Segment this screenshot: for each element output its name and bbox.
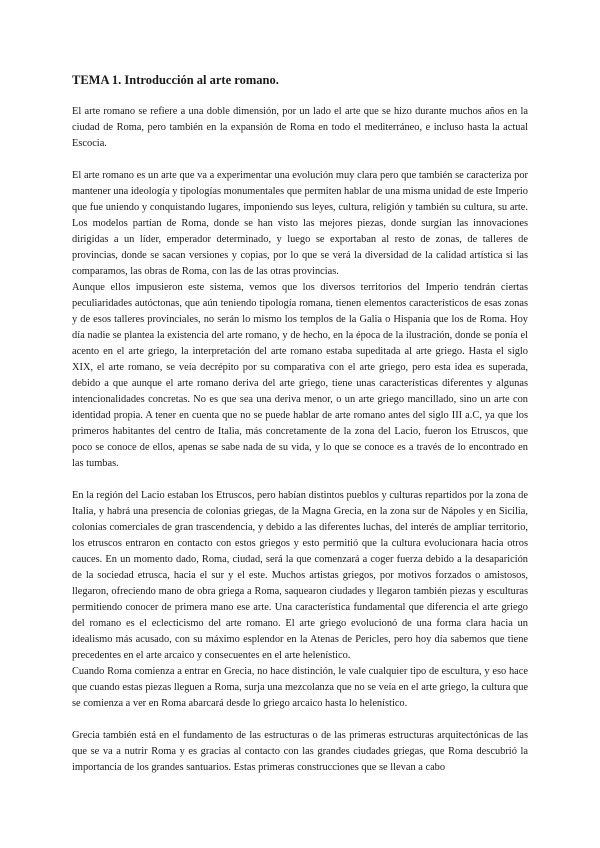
paragraph-spacer: [72, 152, 528, 168]
paragraph-spacer: [72, 472, 528, 488]
paragraph-arquitectura: Grecia también está en el fundamento de las estructuras o de las primeras estructuras arquitectónicas de las que se va a nutrir Roma y es gracias al contacto con las grandes ciudades griegas, que Roma descubrió la importancia de los grandes santuarios. Estas primeras construcciones que se llevan a cabo: [72, 730, 528, 773]
document-page: [72, 72, 528, 776]
paragraph-evolution: El arte romano es un arte que va a experimentar una evolución muy clara pero que también se caracteriza por mantener una ideología y tipologías monumentales que permiten hablar de una misma unidad de este Imperio que fue uniendo y conquistando lugares, imponiendo sus leyes, cultura, religión y también su cultura, su arte. Los modelos partían de Roma, donde se han visto las mejores piezas, donde surgían las innovaciones dirigidas a un líder, emperador determinado, y luego se exportaban al resto de zonas, de talleres de provincias, donde se sacan versiones y copias, por lo que se verá la diversidad de la calidad artística si las comparamos, las obras de Roma, con las de las otras provincias.: [72, 170, 528, 277]
paragraph-lacio: En la región del Lacio estaban los Etruscos, pero habían distintos pueblos y culturas repartidos por la zona de Italia, y habrá una presencia de colonias griegas, de la Magna Grecia, en la zona sur de Nápoles y en Sicilia, colonias comerciales de gran trascendencia, y debido a las diferentes luchas, del interés de ampliar territorio, los etruscos entraron en contacto con estos griegos y esto permitió que la cultura evolucionara hacia otros cauces. En un momento dado, Roma, ciudad, será la que comenzará a coger fuerza debido a la desaparición de la sociedad etrusca, hacia el sur y el este. Muchos artistas griegos, por motivos forzados o amistosos, llegaron, ofreciendo mano de obra griega a Roma, saquearon ciudades y llegaron también piezas y esculturas permitiendo conocer de primera mano ese arte. Una característica fundamental que diferencia el arte griego del romano es el eclecticismo del arte romano. El arte griego evolucionó de una forma clara hacia un idealismo más acusado, con su máximo esplendor en la Atenas de Pericles, pero hoy día sabemos que tiene precedentes en el arte arcaico y consecuentes en el arte helenístico.: [72, 490, 528, 661]
document-title: TEMA 1. Introducción al arte romano.: [72, 73, 279, 87]
paragraph-provincial: Aunque ellos impusieron este sistema, vemos que los diversos territorios del Imperio tendrán ciertas peculiaridades autóctonas, que aún teniendo tipología romana, tienen elementos característicos de esas zonas y de esos talleres provinciales, no serán lo mismo los templos de la Galia o Hispania que los de Roma. Hoy día nadie se plantea la existencia del arte romano, y de hecho, en la época de la ilustración, donde se ponía el acento en el arte griego, la interpretación del arte romano estaba supeditada al arte griego. Hasta el siglo XIX, el arte romano, se veía decrépito por su comparativa con el arte griego, pero esta idea es superada, debido a que aunque el arte romano deriva del arte griego, tiene unas características diferentes y algunas intencionalidades concretas. No es que sea una deriva menor, o un arte griego mancillado, sino un arte con identidad propia. A tener en cuenta que no se puede hablar de arte romano antes del siglo III a.C, ya que los primeros habitantes del centro de Italia, más concretamente de la zona del Lacio, fueron los Etruscos, que poco se conoce de ellos, apenas se sabe nada de su vida, y lo que se conoce es a través de lo encontrado en las tumbas.: [72, 282, 528, 469]
paragraph-intro: El arte romano se refiere a una doble dimensión, por un lado el arte que se hizo durante muchos años en la ciudad de Roma, pero también en la expansión de Roma en todo el mediterráneo, e incluso hasta la actual Escocia.: [72, 106, 528, 149]
paragraph-spacer: [72, 712, 528, 728]
paragraph-grecia-entrada: Cuando Roma comienza a entrar en Grecia, no hace distinción, le vale cualquier tipo de escultura, y eso hace que cuando estas piezas lleguen a Roma, surja una mezcolanza que no se veía en el arte griego, la cultura que se comienza a ver en Roma abarcará desde lo griego arcaico hasta lo helenístico.: [72, 666, 528, 709]
